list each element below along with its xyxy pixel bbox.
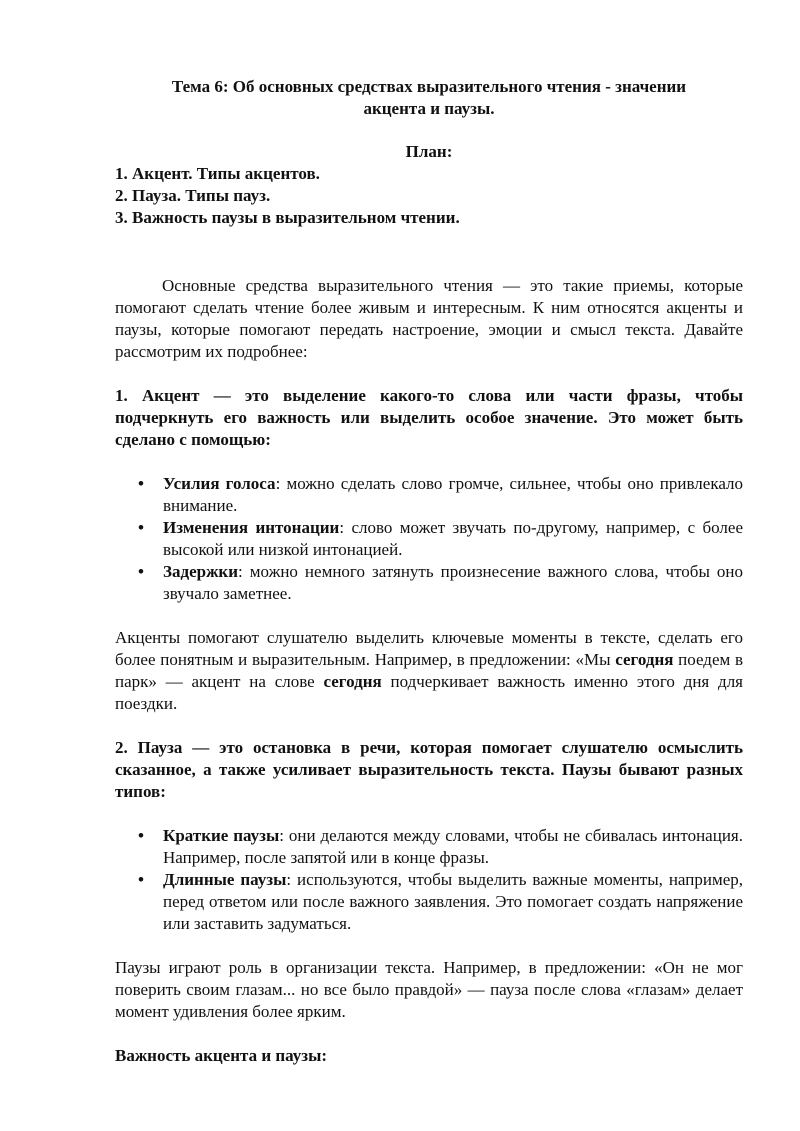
spacer <box>115 605 743 627</box>
bullet-text: : слово может звучать по-другому, например, с более высокой или низкой интонацией. <box>163 518 743 559</box>
bullet-term: Усилия голоса <box>163 474 276 493</box>
pause-heading: 2. Пауза — это остановка в речи, которая помогает слушателю осмыслить сказанное, а также усиливает выразительность текста. Паузы бывают разных типов: <box>115 738 743 801</box>
example-emphasis: сегодня <box>323 672 382 691</box>
spacer <box>115 1023 743 1045</box>
document-title <box>115 76 743 120</box>
intro-paragraph: Основные средства выразительного чтения — это такие приемы, которые помогают сделать чтение более живым и интересным. К ним относятся акценты и паузы, которые помогают передать настроение, эмоции и смысл текста. Давайте рассмотрим их подробнее: <box>115 276 743 361</box>
pause-example-paragraph: Паузы играют роль в организации текста. Например, в предложении: «Он не мог поверить своим глазам... но все было правдой» — пауза после слова «глазам» делает момент удивления более ярким. <box>115 958 743 1021</box>
bullet-icon: • <box>138 826 144 845</box>
accent-heading: 1. Акцент — это выделение какого-то слова или части фразы, чтобы подчеркнуть его важность или выделить особое значение. Это может быть сделано с помощью: <box>115 386 743 449</box>
document-page <box>115 76 743 1067</box>
bullet-term: Краткие паузы <box>163 826 280 845</box>
list-item <box>115 517 743 561</box>
list-item <box>115 561 743 605</box>
list-item <box>115 473 743 517</box>
spacer <box>115 363 743 385</box>
accent-bullet-list <box>115 473 743 605</box>
bullet-text: : они делаются между словами, чтобы не сбивалась интонация. Например, после запятой или в конце фразы. <box>163 826 743 867</box>
example-emphasis: сегодня <box>615 650 674 669</box>
bullet-term: Длинные паузы <box>163 870 287 889</box>
spacer <box>115 935 743 957</box>
title-line-1: Тема 6: Об основных средствах выразительного чтения - значении <box>171 77 687 96</box>
bullet-term: Задержки <box>163 562 238 581</box>
plan-item-1: 1. Акцент. Типы акцентов. <box>115 164 320 183</box>
pause-bullet-list <box>115 825 743 935</box>
spacer <box>115 451 743 473</box>
bullet-icon: • <box>138 562 144 581</box>
bullet-icon: • <box>138 474 144 493</box>
example-text: Акценты помогают слушателю выделить ключевые моменты в тексте, сделать его более понятным и выразительным. Например, в предложении: «Мы <box>115 628 743 669</box>
bullet-text: : можно сделать слово громче, сильнее, чтобы оно привлекало внимание. <box>163 474 744 515</box>
importance-heading: Важность акцента и паузы: <box>115 1046 328 1065</box>
bullet-term: Изменения интонации <box>163 518 340 537</box>
accent-example-paragraph <box>115 627 743 715</box>
spacer <box>115 229 743 275</box>
bullet-text: : используются, чтобы выделить важные моменты, например, перед ответом или после важного заявления. Это помогает создать напряжение или заставить задуматься. <box>163 870 743 933</box>
spacer <box>115 715 743 737</box>
plan-item-3: 3. Важность паузы в выразительном чтении. <box>115 208 460 227</box>
example-text: подчеркивает важность именно этого дня для поездки. <box>115 672 743 713</box>
example-text: поедем в парк» — акцент на слове <box>115 650 743 691</box>
title-line-2: акцента и паузы. <box>363 99 495 118</box>
bullet-icon: • <box>138 870 144 889</box>
plan-item-2: 2. Пауза. Типы пауз. <box>115 186 271 205</box>
list-item <box>115 869 743 935</box>
list-item <box>115 825 743 869</box>
spacer <box>115 803 743 825</box>
bullet-text: : можно немного затянуть произнесение важного слова, чтобы оно звучало заметнее. <box>163 562 743 603</box>
plan-heading: План: <box>405 142 453 161</box>
bullet-icon: • <box>138 518 144 537</box>
